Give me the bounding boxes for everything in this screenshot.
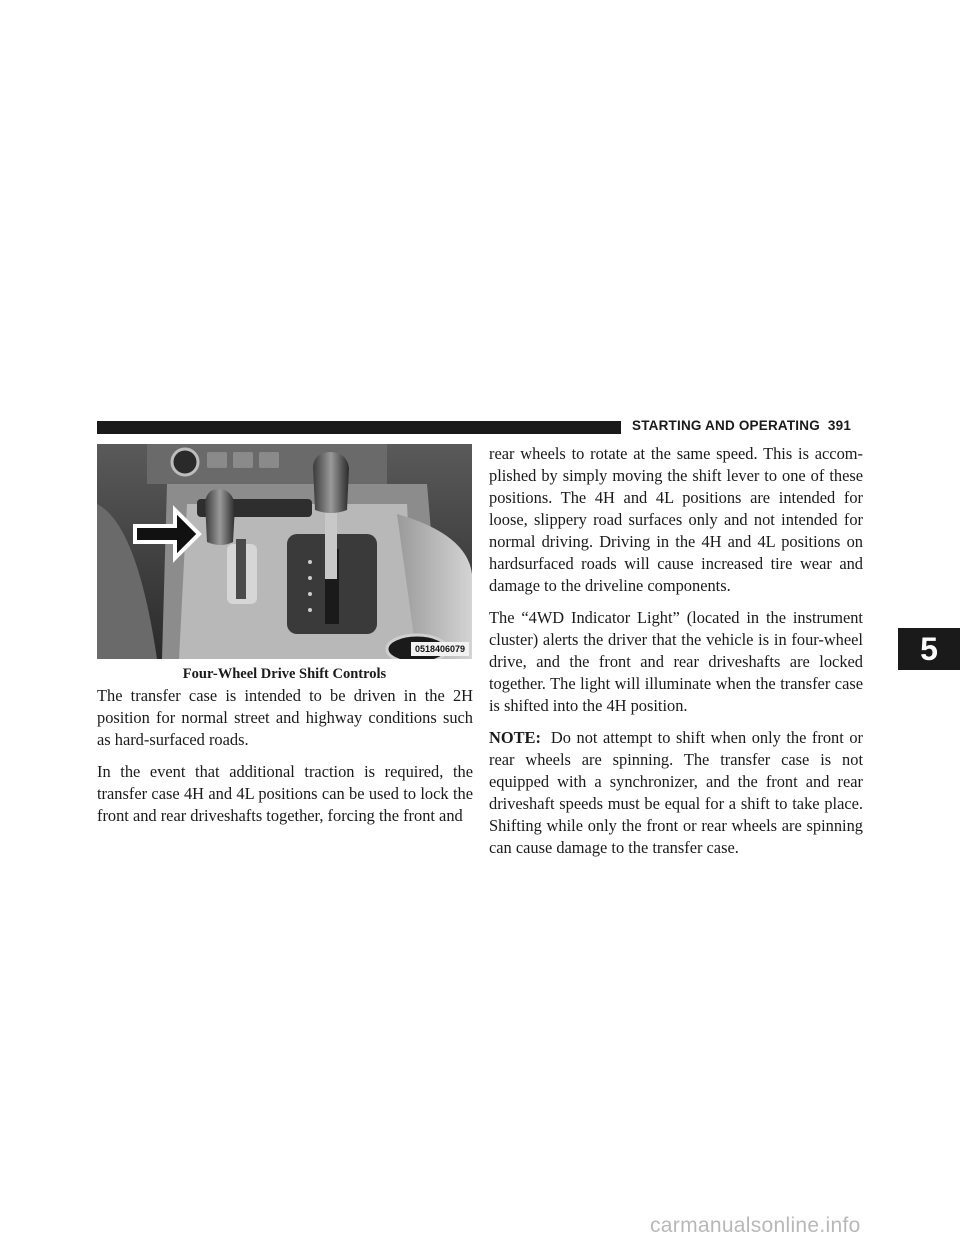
- page-number: 391: [827, 418, 852, 433]
- right-column: [489, 443, 863, 869]
- header-rule: [97, 421, 621, 434]
- paragraph-2h-position: The transfer case is intended to be driven in the 2H position for normal street and highway conditions such as hard-surfaced roads.: [97, 686, 473, 749]
- figure-photo: [97, 444, 472, 659]
- running-header: [632, 416, 851, 436]
- figure-caption: Four-Wheel Drive Shift Controls: [182, 666, 387, 682]
- note-text: Do not attempt to shift when only the front or rear wheels are spinning. The transfer case is not equipped with a synchronizer, and the front and rear driveshaft speeds must be equal for a shift to take place. Shifting while only the front or rear wheels are spinning can cause damage to the transfer case.: [489, 728, 863, 857]
- note-paragraph: [489, 727, 863, 859]
- left-column: [97, 685, 473, 837]
- section-title: STARTING AND OPERATING: [632, 418, 820, 433]
- note-label: NOTE:: [489, 728, 541, 747]
- paragraph-4wd-indicator: The “4WD Indicator Light” (located in the instrument cluster) alerts the driver that the vehicle is in four-wheel drive, and the front and rear driveshafts are locked together. The light will illuminate when the transfer case is shifted into the 4H position.: [489, 608, 863, 715]
- image-code: 0518406079: [411, 642, 469, 656]
- paragraph-additional-traction: In the event that additional traction is required, the transfer case 4H and 4L positions can be used to lock the front and rear driveshafts together, forcing the front and: [97, 762, 473, 825]
- console-illustration: [97, 444, 472, 659]
- watermark: carmanualsonline.info: [650, 1214, 861, 1237]
- paragraph-wheel-rotation: rear wheels to rotate at the same speed. This is accomplished by simply moving the shift lever to one of these positions. The 4H and 4L positions are intended for loose, slippery road surfaces only and not intended for normal driving. Driving in the 4H and 4L positions on hardsurfaced roads will cause increased tire wear and damage to the driveline components.: [489, 444, 863, 595]
- chapter-tab: 5: [898, 628, 960, 670]
